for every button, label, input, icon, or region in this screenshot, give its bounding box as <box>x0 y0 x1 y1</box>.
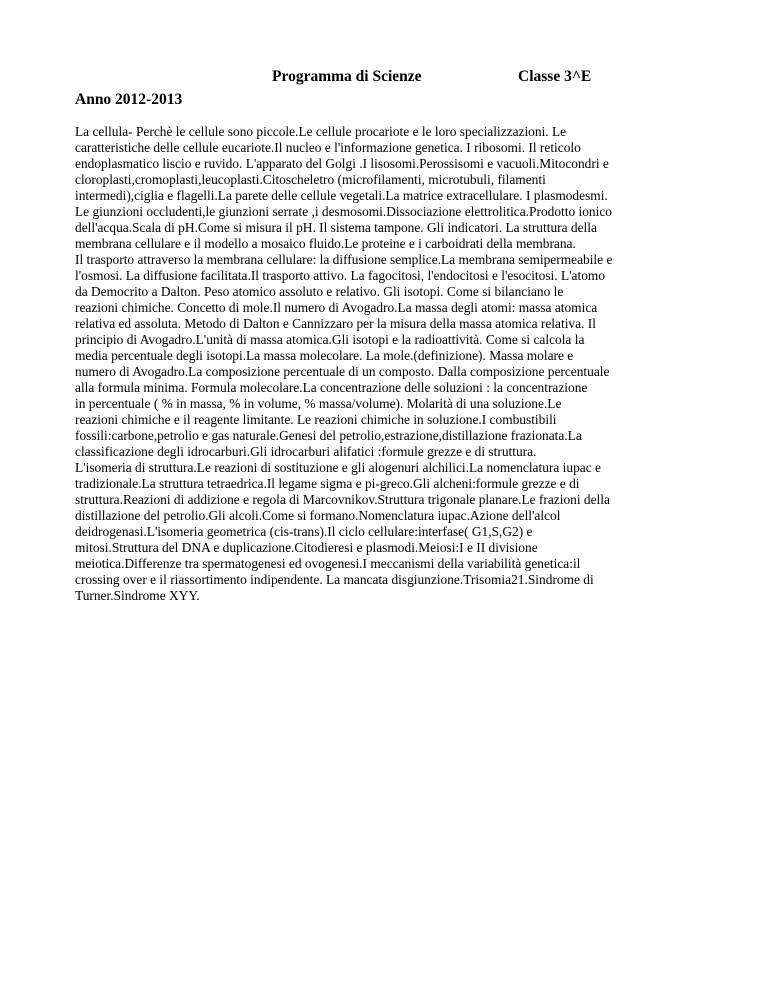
body-line: Le giunzioni occludenti,le giunzioni serrate ,i desmosomi.Dissociazione elettrolitica.Prodotto ionico <box>75 204 612 219</box>
body-line: media percentuale degli isotopi.La massa molecolare. La mole.(definizione). Massa molare e <box>75 348 574 363</box>
body-line: La cellula- Perchè le cellule sono piccole.Le cellule procariote e le loro specializzazioni. Le <box>75 124 567 139</box>
body-line: endoplasmatico liscio e ruvido. L'apparato del Golgi .I lisosomi.Perossisomi e vacuoli.Mitocondri e <box>75 156 609 171</box>
body-line: da Democrito a Dalton. Peso atomico assoluto e relativo. Gli isotopi. Come si bilanciano le <box>75 284 564 299</box>
body-line: alla formula minima. Formula molecolare.La concentrazione delle soluzioni : la concentrazione <box>75 380 588 395</box>
body-line: reazioni chimiche e il reagente limitante. Le reazioni chimiche in soluzione.I combustibili <box>75 412 557 427</box>
body-line: relativa ed assoluta. Metodo di Dalton e Cannizzaro per la misura della massa atomica relativa. Il <box>75 316 596 331</box>
body-line: fossili:carbone,petrolio e gas naturale.Genesi del petrolio,estrazione,distillazione frazionata.La <box>75 428 582 443</box>
body-line: l'osmosi. La diffusione facilitata.Il trasporto attivo. La fagocitosi, l'endocitosi e l'esocitosi. L'atomo <box>75 268 606 283</box>
body-line: dell'acqua.Scala di pH.Come si misura il pH. Il sistema tampone. Gli indicatori. La struttura della <box>75 220 597 235</box>
body-line: struttura.Reazioni di addizione e regola di Marcovnikov.Struttura trigonale planare.Le frazioni della <box>75 492 610 507</box>
body-line: meiotica.Differenze tra spermatogenesi ed ovogenesi.I meccanismi della variabilità genetica:il <box>75 556 581 571</box>
body-line: crossing over e il riassortimento indipendente. La mancata disgiunzione.Trisomia21.Sindrome di <box>75 572 594 587</box>
program-body <box>75 124 705 604</box>
body-line: in percentuale ( % in massa, % in volume, % massa/volume). Molarità di una soluzione.Le <box>75 396 562 411</box>
document-title: Programma di Scienze <box>272 68 422 85</box>
body-line: numero di Avogadro.La composizione percentuale di un composto. Dalla composizione percentuale <box>75 364 610 379</box>
school-year: Anno 2012-2013 <box>75 91 183 108</box>
body-line: deidrogenasi.L'isomeria geometrica (cis-trans).Il ciclo cellulare:interfase( G1,S,G2) e <box>75 524 533 539</box>
body-line: intermedi),ciglia e flagelli.La parete delle cellule vegetali.La matrice extracellulare. I plasmodesmi. <box>75 188 608 203</box>
body-line: tradizionale.La struttura tetraedrica.Il legame sigma e pi-greco.Gli alcheni:formule grezze e di <box>75 476 580 491</box>
body-line: L'isomeria di struttura.Le reazioni di sostituzione e gli alogenuri alchilici.La nomenclatura iupac e <box>75 460 601 475</box>
body-line: caratteristiche delle cellule eucariote.Il nucleo e l'informazione genetica. I ribosomi. Il reticolo <box>75 140 581 155</box>
body-line: principio di Avogadro.L'unità di massa atomica.Gli isotopi e la radioattività. Come si calcola la <box>75 332 585 347</box>
body-line: Turner.Sindrome XYY. <box>75 588 200 603</box>
body-line: mitosi.Struttura del DNA e duplicazione.Citodieresi e plasmodi.Meiosi:I e II divisione <box>75 540 538 555</box>
body-line: Il trasporto attraverso la membrana cellulare: la diffusione semplice.La membrana semipermeabile e <box>75 252 613 267</box>
body-line: distillazione del petrolio.Gli alcoli.Come si formano.Nomenclatura iupac.Azione dell'alcol <box>75 508 561 523</box>
body-line: cloroplasti,cromoplasti,leucoplasti.Citoscheletro (microfilamenti, microtubuli, filamenti <box>75 172 546 187</box>
body-line: membrana cellulare e il modello a mosaico fluido.Le proteine e i carboidrati della membrana. <box>75 236 576 251</box>
body-line: reazioni chimiche. Concetto di mole.Il numero di Avogadro.La massa degli atomi: massa atomica <box>75 300 598 315</box>
body-line: classificazione degli idrocarburi.Gli idrocarburi alifatici :formule grezze e di struttura. <box>75 444 537 459</box>
class-label: Classe 3^E <box>518 68 592 85</box>
